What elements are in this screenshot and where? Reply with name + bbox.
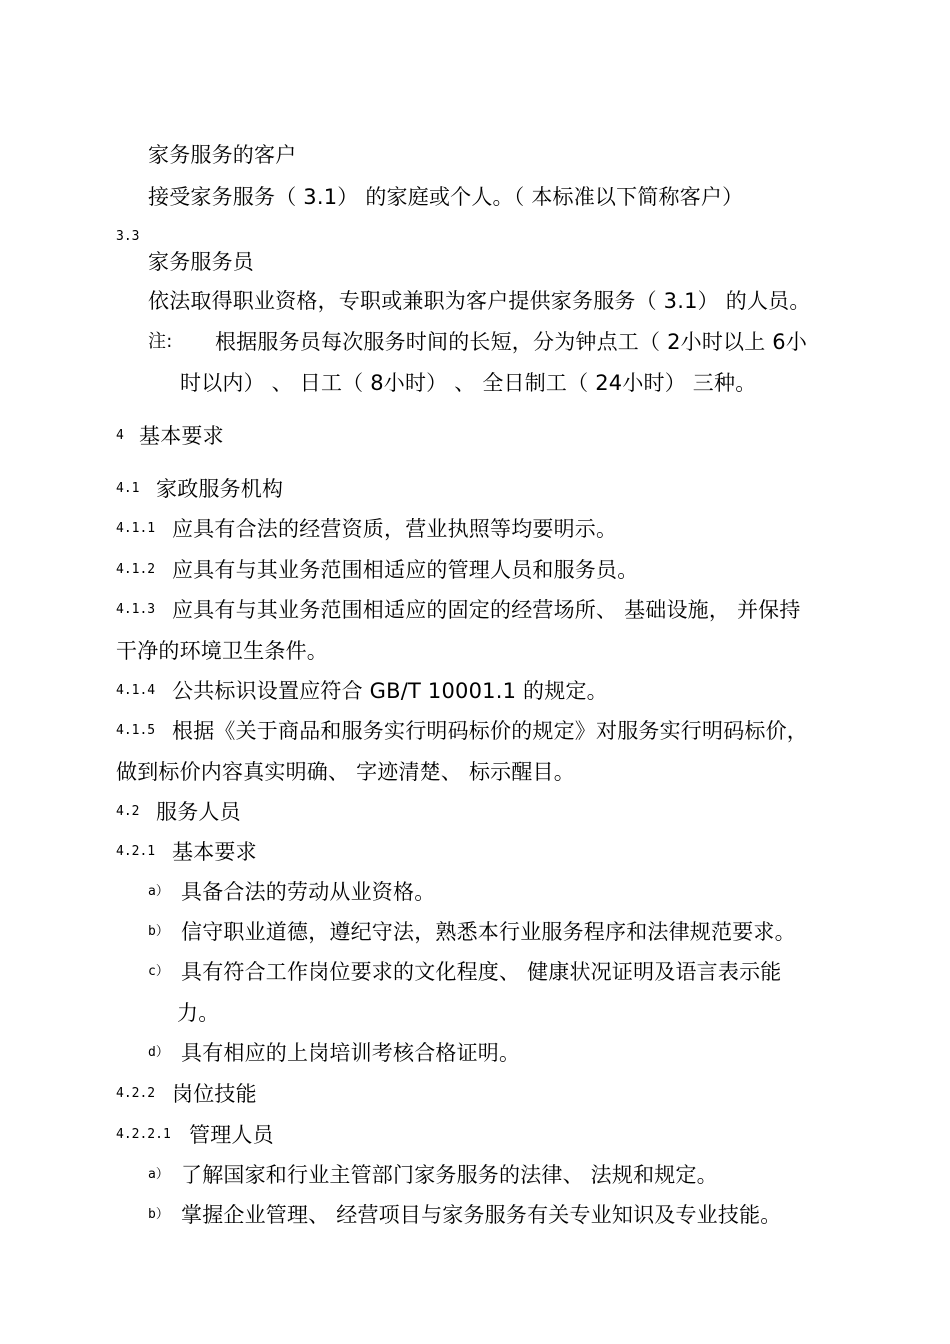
section-number-4-2-2-1: 4.2.2.1 [116, 1127, 171, 1142]
item-number-4-1-3: 4.1.3 [116, 602, 156, 617]
list-marker-c: c） [148, 964, 169, 979]
list-item-b-2: 掌握企业管理、 经营项目与家务服务有关专业知识及专业技能。 [181, 1203, 782, 1227]
section-title-4-2-2: 岗位技能 [172, 1082, 257, 1106]
term-3-3: 家务服务员 [148, 250, 254, 274]
item-text-4-1-2: 应具有与其业务范围相适应的管理人员和服务员。 [172, 558, 639, 582]
note-line-2: 时以内） 、 日工（ 8小时） 、 全日制工（ 24小时） 三种。 [180, 371, 757, 395]
list-marker-a: a） [148, 884, 169, 899]
section-number-4-2: 4.2 [116, 804, 140, 819]
item-text-4-1-5: 根据《关于商品和服务实行明码标价的规定》对服务实行明码标价， [172, 719, 808, 743]
section-number-4-2-1: 4.2.1 [116, 844, 156, 859]
term-3-2: 家务服务的客户 [148, 143, 297, 167]
section-number-4-1: 4.1 [116, 481, 140, 496]
item-number-4-1-1: 4.1.1 [116, 521, 156, 536]
list-marker-a-2: a） [148, 1167, 169, 1182]
list-item-a-2: 了解国家和行业主管部门家务服务的法律、 法规和规定。 [181, 1163, 718, 1187]
item-number-4-1-4: 4.1.4 [116, 683, 156, 698]
note-line-1: 根据服务员每次服务时间的长短，分为钟点工（ 2小时以上 6小 [215, 330, 808, 354]
list-item-d: 具有相应的上岗培训考核合格证明。 [181, 1041, 521, 1065]
item-number-4-1-5: 4.1.5 [116, 723, 156, 738]
section-number-4: 4 [116, 428, 124, 443]
section-number-3-3: 3.3 [116, 229, 140, 244]
item-text-4-1-4: 公共标识设置应符合 GB/T 10001.1 的规定。 [172, 679, 608, 703]
definition-3-2: 接受家务服务（ 3.1） 的家庭或个人。（ 本标准以下简称客户） [148, 185, 744, 209]
list-item-b: 信守职业道德，遵纪守法，熟悉本行业服务程序和法律规范要求。 [181, 920, 796, 944]
item-text-4-1-3-cont: 干净的环境卫生条件。 [116, 639, 328, 663]
note-label: 注: [148, 331, 173, 352]
list-item-c-cont: 力。 [177, 1001, 220, 1025]
section-title-4-2-2-1: 管理人员 [189, 1123, 274, 1147]
definition-3-3: 依法取得职业资格，专职或兼职为客户提供家务服务（ 3.1） 的人员。 [148, 289, 811, 313]
list-item-a: 具备合法的劳动从业资格。 [181, 880, 436, 904]
list-marker-b-2: b） [148, 1207, 169, 1222]
item-text-4-1-5-cont: 做到标价内容真实明确、 字迹清楚、 标示醒目。 [116, 760, 575, 784]
item-text-4-1-1: 应具有合法的经营资质，营业执照等均要明示。 [172, 517, 618, 541]
item-number-4-1-2: 4.1.2 [116, 562, 156, 577]
section-title-4: 基本要求 [139, 424, 224, 448]
section-number-4-2-2: 4.2.2 [116, 1086, 156, 1101]
section-title-4-2: 服务人员 [156, 800, 241, 824]
list-item-c: 具有符合工作岗位要求的文化程度、 健康状况证明及语言表示能 [181, 960, 782, 984]
list-marker-d: d） [148, 1045, 169, 1060]
section-title-4-2-1: 基本要求 [172, 840, 257, 864]
list-marker-b: b） [148, 924, 169, 939]
section-title-4-1: 家政服务机构 [156, 477, 284, 501]
item-text-4-1-3: 应具有与其业务范围相适应的固定的经营场所、 基础设施， 并保持 [172, 598, 801, 622]
